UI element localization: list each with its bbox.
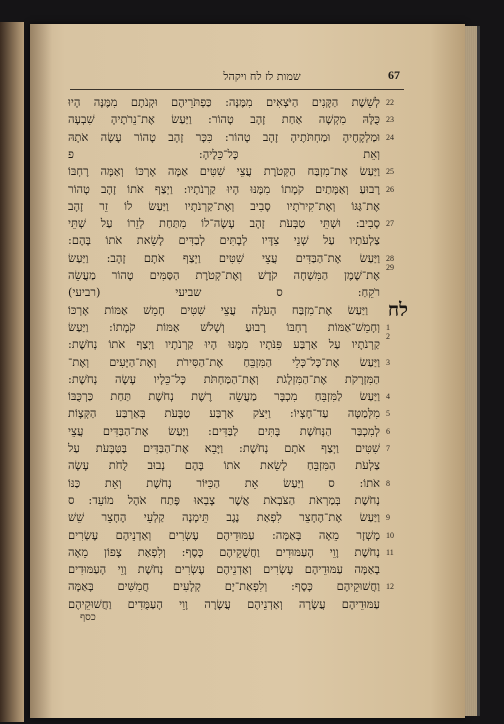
verse-number: 25 xyxy=(386,167,394,177)
text-line: וְחָמֵשׁ־אַמּוֹת רָחְבּוֹ רָבוּעַ וְשָׁלֹשׁ אַמּוֹת קֹמָתוֹ: וַיַּעַשׂ xyxy=(68,319,380,334)
page-stack-edge xyxy=(465,26,480,716)
header-rule xyxy=(70,89,404,90)
text-line: צַלְעֹת הַמִּזְבֵּחַ לָשֵׂאת אֹתוֹ בָּהֶם נְבוּב לֻחֹת עָשָׂה xyxy=(68,458,380,473)
running-title: שמות לז לח ויקהל xyxy=(223,70,301,83)
verse-number: 26 xyxy=(386,184,394,194)
text-line: שִׁטִּים וַיְצַף אֹתָם נְחֹשֶׁת: וַיָּבֵא אֶת־הַבַּדִּים בַּטַּבָּעֹת עַל xyxy=(68,441,380,455)
catchword: כסף xyxy=(80,612,96,623)
text-line: אֹתוֹ: ס וַיַּעַשׂ אֵת הַכִּיּוֹר נְחֹשֶׁת וְאֵת כַּנּוֹ xyxy=(68,475,380,490)
verse-number: 5 xyxy=(386,409,390,419)
text-line: הַמִּזְרָקֹת אֶת־הַמִּזְלָגֹת וְאֶת־הַמַּחְתֹּת כָּל־כֵּלָיו עָשָׂה נְחֹשֶׁת: xyxy=(68,371,380,386)
chapter-number: לח xyxy=(387,298,408,321)
verse-number: 1 2 xyxy=(386,322,390,341)
text-line: וַיַּעַשׂ אֶת־מִזְבַּח הַקְּטֹרֶת עֲצֵי שִׁטִּים אַמָּה אָרְכּוֹ וְאַמָּה רָחְבּוֹ xyxy=(68,164,380,179)
text-line: וַיַּעַשׂ אֶת־הֶחָצֵר לִפְאַת נֶגֶב תֵּימָנָה קַלְעֵי הֶחָצֵר שֵׁשׁ xyxy=(68,510,380,525)
text-line: וּמַלְקָחֶיהָ וּמַחְתֹּתֶיהָ זָהָב טָהוֹר: כִּכָּר זָהָב טָהוֹר עָשָׂה אֹתָהּ xyxy=(68,129,380,144)
text-line: רָבוּעַ וְאַמָּתַיִם קֹמָתוֹ מִמֶּנּוּ הָיוּ קַרְנֹתָיו: וַיְצַף אֹתוֹ זָהָב טָהוֹר xyxy=(68,181,380,196)
verse-number: 9 xyxy=(386,513,390,523)
text-block xyxy=(68,94,408,614)
verse-number: 12 xyxy=(386,582,394,592)
text-line: וַיַּעַשׂ אֶת־הַבַּדִּים עֲצֵי שִׁטִּים וַיְצַף אֹתָם זָהָב: וַיַּעַשׂ xyxy=(68,250,380,265)
text-line: כֻּלָּהּ מִקְשָׁה אַחַת זָהָב טָהוֹר: וַיַּעַשׂ אֶת־נֵרֹתֶיהָ שִׁבְעָה xyxy=(68,112,380,127)
text-line: אֶת־שֶׁמֶן הַמִּשְׁחָה קֹדֶשׁ וְאֶת־קְטֹרֶת הַסַּמִּים טָהוֹר מַעֲשֵׂה xyxy=(68,268,380,282)
text-line: מִלְּמַטָּה עַד־חֶצְיוֹ: וַיִּצֹק אַרְבַּע טַבָּעֹת בְּאַרְבַּע הַקְּצָוֹת xyxy=(68,406,380,421)
text-line: וְאֵת כָּל־כֵּלֶיהָ: פ xyxy=(68,146,380,161)
page-header xyxy=(70,68,400,88)
text-line: וַיַּעַשׂ לַמִּזְבֵּחַ מִכְבָּר מַעֲשֵׂה רֶשֶׁת נְחֹשֶׁת תַּחַת כַּרְכֻּבּוֹ xyxy=(68,389,380,404)
text-line: צַלְעֹתָיו עַל שְׁנֵי צִדָּיו לְבָתִּים לְבַדִּים לָשֵׂאת אֹתוֹ בָּהֶם: xyxy=(68,233,380,248)
verse-number: 4 xyxy=(386,392,390,402)
text-line: מָשְׁזָר מֵאָה בָּאַמָּה: עַמּוּדֵיהֶם עֶשְׂרִים וְאַדְנֵיהֶם עֶשְׂרִים xyxy=(68,527,380,542)
verse-number: 22 xyxy=(386,98,394,107)
verse-number: 23 xyxy=(386,115,394,125)
verse-number: 27 xyxy=(386,219,394,229)
text-line: נְחֹשֶׁת בְּמַרְאֹת הַצֹּבְאֹת אֲשֶׁר צָבְאוּ פֶּתַח אֹהֶל מוֹעֵד: ס xyxy=(68,492,380,507)
text-line: לְמִכְבַּר הַנְּחֹשֶׁת בָּתִּים לַבַּדִּים: וַיַּעַשׂ אֶת־הַבַּדִּים עֲצֵי xyxy=(68,423,380,438)
text-line: אֶת־גַּגּוֹ וְאֶת־קִירֹתָיו סָבִיב וְאֶת־קַרְנֹתָיו וַיַּעַשׂ לוֹ זֵר זָהָב xyxy=(68,198,380,213)
text-line: בָאַמָּה עַמּוּדֵיהֶם עֶשְׂרִים וְאַדְנֵיהֶם עֶשְׂרִים נְחֹשֶׁת וָוֵי הָעַמּוּדִים xyxy=(68,562,380,577)
gutter-shadow xyxy=(30,24,52,718)
text-line: נְחֹשֶׁת וָוֵי הָעַמּוּדִים וַחֲשֻׁקֵיהֶם כָּסֶף: וְלִפְאַת צָפוֹן מֵאָה xyxy=(68,544,380,559)
text-line: וַיַּעַשׂ אֶת־כָּל־כְּלֵי הַמִּזְבֵּחַ אֶת־הַסִּירֹת וְאֶת־הַיָּעִים וְאֶת־ xyxy=(68,354,380,369)
verse-number: 3 xyxy=(386,357,390,367)
text-line: עַמּוּדֵיהֶם עֲשָׂרָה וְאַדְנֵיהֶם עֲשָׂרָה וָוֵי הָעַמֻּדִים וַחֲשׁוּקֵיהֶם xyxy=(68,596,380,611)
verse-number: 7 xyxy=(386,444,390,453)
facing-page-edge xyxy=(0,22,24,722)
verse-number: 11 xyxy=(386,547,394,557)
text-line: קַרְנֹתָיו עַל אַרְבַּע פִּנֹּתָיו מִמֶּנּוּ הָיוּ קַרְנֹתָיו וַיְצַף אֹתוֹ נְחֹשֶׁת: xyxy=(68,337,380,352)
verse-number: 24 xyxy=(386,132,394,142)
text-line: וַיַּעַשׂ אֶת־מִזְבַּח הָעֹלָה עֲצֵי שִׁטִּים חָמֵשׁ אַמּוֹת אָרְכּוֹ xyxy=(68,302,368,317)
text-line: וַחֲשׁוּקֵיהֶם כָּסֶף: וְלִפְאַת־יָם קְלָעִים חֲמִשִּׁים בָּאַמָּה xyxy=(68,579,380,594)
text-line: סָבִיב: וּשְׁתֵּי טַבְּעֹת זָהָב עָשָׂה־לוֹ מִתַּחַת לְזֵרוֹ עַל שְׁתֵּי xyxy=(68,216,380,231)
verse-number: 10 xyxy=(386,530,394,540)
text-line: לְשֵׁשֶׁת הַקָּנִים הַיֹּצְאִים מִמֶּנָּה: כַּפְתֹּרֵיהֶם וּקְנֹתָם מִמֶּנָּה הָיוּ xyxy=(68,95,380,109)
verse-number: 28 29 xyxy=(386,253,394,272)
text-line: רֹקֵחַ: ס שביעי (רביעי) xyxy=(68,285,380,300)
page-number: 67 xyxy=(388,68,400,82)
verse-number: 6 xyxy=(386,426,390,436)
verse-number: 8 xyxy=(386,478,390,488)
